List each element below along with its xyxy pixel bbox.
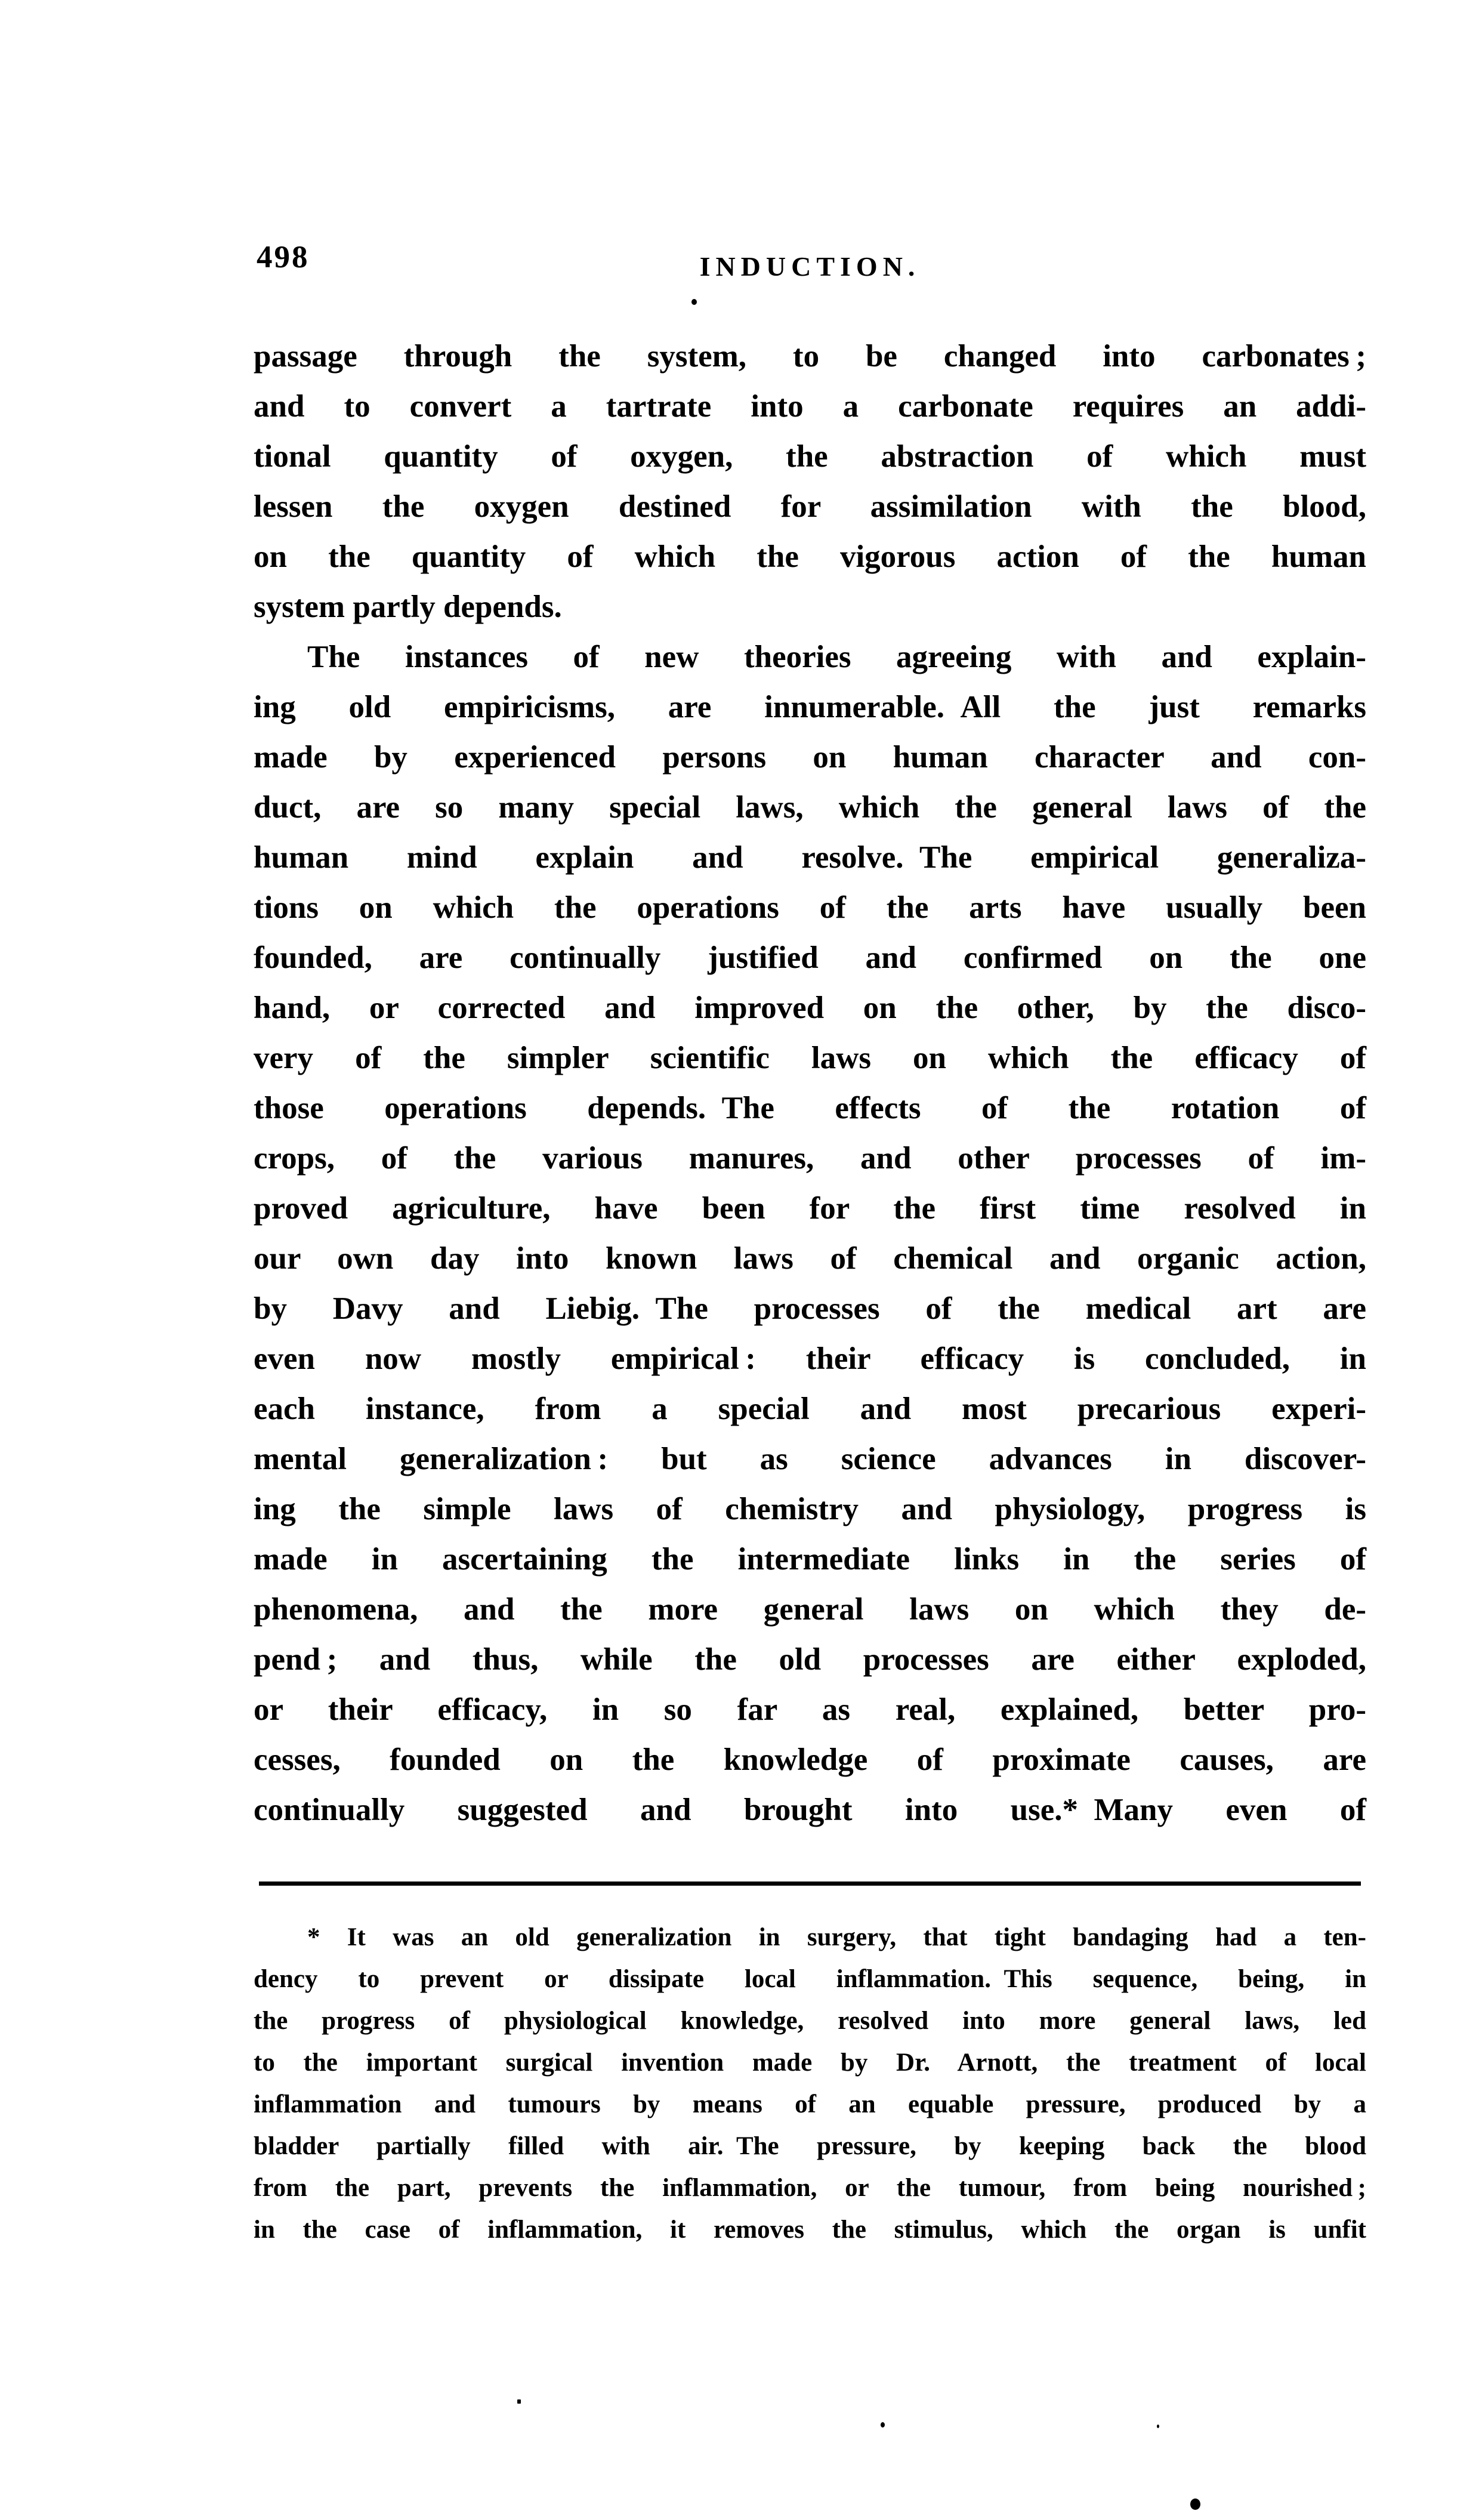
footnote-line: dency to prevent or dissipate local inflammation. This sequence, being, in xyxy=(254,1965,1366,1993)
ink-dot xyxy=(691,299,697,305)
body-line: mental generalization : but as science advances in discover- xyxy=(254,1442,1366,1476)
body-line: The instances of new theories agreeing with and explain- xyxy=(307,640,1366,674)
body-line: even now mostly empirical : their efficacy is concluded, in xyxy=(254,1341,1366,1376)
body-line: made in ascertaining the intermediate links in the series of xyxy=(254,1542,1366,1577)
footnote-line: * It was an old generalization in surgery, that tight bandaging had a ten- xyxy=(307,1923,1366,1951)
footnote-line: from the part, prevents the inflammation, or the tumour, from being nourished ; xyxy=(254,2174,1366,2202)
body-line: duct, are so many special laws, which the general laws of the xyxy=(254,790,1366,825)
body-line: cesses, founded on the knowledge of proximate causes, are xyxy=(254,1742,1366,1777)
body-line: crops, of the various manures, and other processes of im- xyxy=(254,1141,1366,1176)
body-line: ing the simple laws of chemistry and physiology, progress is xyxy=(254,1492,1366,1526)
body-line: founded, are continually justified and confirmed on the one xyxy=(254,940,1366,975)
ink-dot xyxy=(881,2422,885,2428)
footnote xyxy=(254,1917,1366,2251)
page-number: 498 xyxy=(257,240,310,274)
running-head: INDUCTION. xyxy=(699,251,921,282)
body-line: each instance, from a special and most precarious experi- xyxy=(254,1392,1366,1426)
body-line: lessen the oxygen destined for assimilation with the blood, xyxy=(254,489,1366,524)
body-line: those operations depends. The effects of the rotation of xyxy=(254,1091,1366,1125)
body-line: our own day into known laws of chemical and organic action, xyxy=(254,1241,1366,1276)
body-line: tions on which the operations of the arts have usually been xyxy=(254,890,1366,925)
footnote-line: to the important surgical invention made by Dr. Arnott, the treatment of local xyxy=(254,2049,1366,2077)
footnote-rule xyxy=(259,1881,1361,1886)
ink-dot xyxy=(517,2399,521,2404)
body-line: proved agriculture, have been for the first time resolved in xyxy=(254,1191,1366,1226)
body-line: tional quantity of oxygen, the abstraction of which must xyxy=(254,439,1366,474)
body-text xyxy=(254,331,1366,1835)
body-line: and to convert a tartrate into a carbonate requires an addi- xyxy=(254,389,1366,424)
body-line: ing old empiricisms, are innumerable. All the just remarks xyxy=(254,690,1366,724)
body-line: passage through the system, to be changed into carbonates ; xyxy=(254,339,1366,374)
footnote-line: in the case of inflammation, it removes the stimulus, which the organ is unfit xyxy=(254,2216,1366,2244)
body-line: very of the simpler scientific laws on which the efficacy of xyxy=(254,1041,1366,1075)
body-line: by Davy and Liebig. The processes of the medical art are xyxy=(254,1291,1366,1326)
ink-dot xyxy=(1190,2499,1200,2510)
body-line: phenomena, and the more general laws on which they de- xyxy=(254,1592,1366,1627)
body-line: hand, or corrected and improved on the other, by the disco- xyxy=(254,991,1366,1025)
footnote-line: bladder partially filled with air. The pressure, by keeping back the blood xyxy=(254,2132,1366,2160)
ink-dot xyxy=(1157,2425,1159,2428)
body-line: on the quantity of which the vigorous action of the human xyxy=(254,539,1366,574)
footnote-line: the progress of physiological knowledge, resolved into more general laws, led xyxy=(254,2007,1366,2035)
body-line: or their efficacy, in so far as real, explained, better pro- xyxy=(254,1692,1366,1727)
body-line: human mind explain and resolve. The empirical generaliza- xyxy=(254,840,1366,875)
body-line: made by experienced persons on human character and con- xyxy=(254,740,1366,775)
body-line: system partly depends. xyxy=(254,590,562,624)
footnote-line: inflammation and tumours by means of an equable pressure, produced by a xyxy=(254,2090,1366,2118)
body-line: continually suggested and brought into use.* Many even of xyxy=(254,1793,1366,1827)
body-line: pend ; and thus, while the old processes are either exploded, xyxy=(254,1642,1366,1677)
